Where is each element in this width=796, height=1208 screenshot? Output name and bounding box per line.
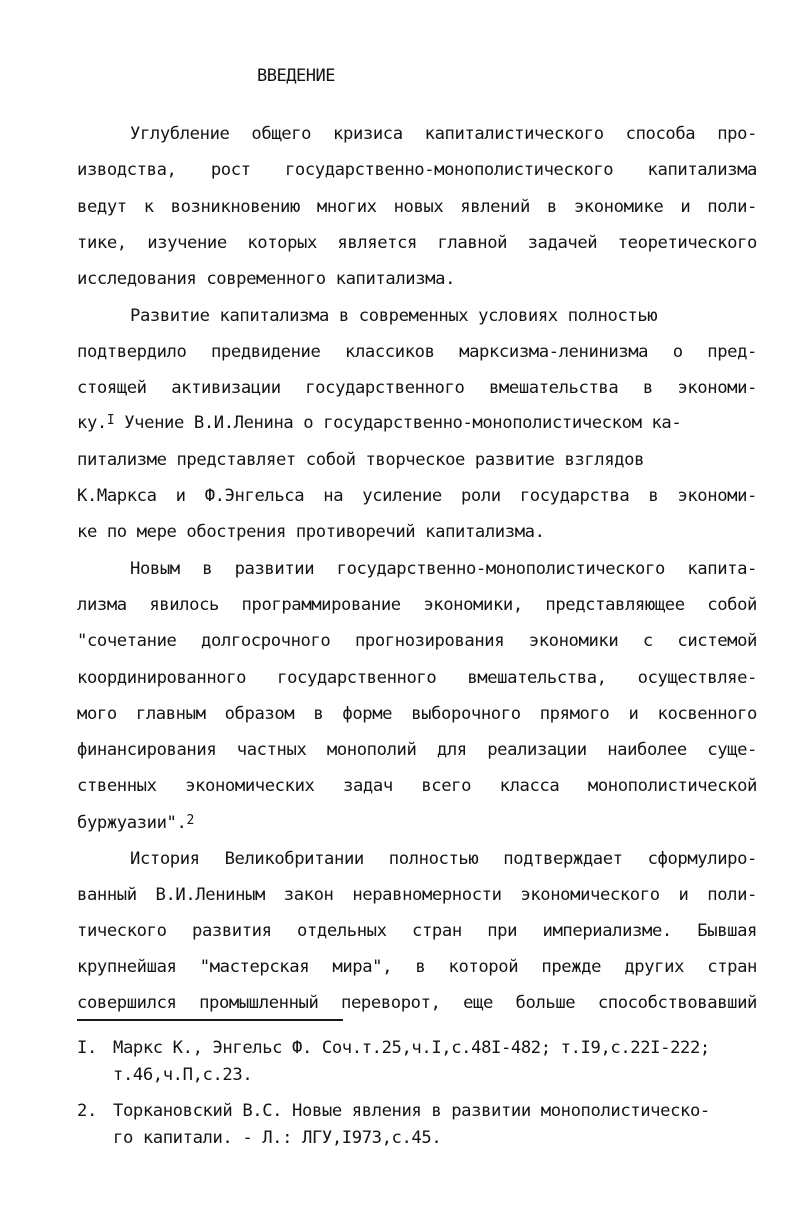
text-line: История Великобритании полностью подтверждает сформулиро- (130, 849, 757, 869)
text-line: ственных экономических задач всего класса монополистической (77, 776, 757, 796)
text-line: ведут к возникновению многих новых явлений в экономике и поли- (77, 197, 757, 217)
footnote-2-continuation: го капитали. - Л.: ЛГУ,I973,с.45. (113, 1128, 442, 1148)
footnote-2 (77, 1098, 767, 1124)
footnote-number: 2. (77, 1101, 97, 1121)
footnote-1 (77, 1035, 767, 1061)
text-line: ке по мере обострения противоречий капитализма. (77, 522, 545, 542)
text-line: тического развития отдельных стран при империализме. Бывшая (77, 921, 757, 941)
text-line (77, 410, 757, 436)
page-title: ВВЕДЕНИЕ (257, 66, 335, 86)
footnote-text: Маркс К., Энгельс Ф. Соч.т.25,ч.I,с.48I-482; т.I9,с.22I-222; (113, 1038, 710, 1058)
footnote-marker: I (106, 413, 115, 428)
text-line: "сочетание долгосрочного прогнозирования экономики с системой (77, 631, 757, 651)
text-line: Новым в развитии государственно-монополистического капита- (130, 559, 757, 579)
text-fragment: Учение В.И.Ленина о государственно-монополистическом ка- (124, 413, 682, 433)
footnote-separator (77, 1019, 343, 1021)
text-line: Развитие капитализма в современных условиях полностью (130, 306, 658, 326)
text-fragment: буржуазии". (77, 813, 187, 833)
footnote-number: I. (77, 1038, 97, 1058)
text-line (77, 810, 757, 836)
text-line: лизма явилось программирование экономики, представляющее собой (77, 595, 757, 615)
text-fragment: ку. (77, 413, 107, 433)
text-line: тике, изучение которых является главной задачей теоретического (77, 233, 757, 253)
text-line: подтвердило предвидение классиков марксизма-ленинизма о пред- (77, 342, 757, 362)
footnote-1-continuation: т.46,ч.П,с.23. (113, 1065, 253, 1085)
footnote-marker: 2 (186, 813, 194, 828)
text-line: исследования современного капитализма. (77, 269, 456, 289)
footnote-text: Торкановский В.С. Новые явления в развитии монополистическо- (113, 1101, 710, 1121)
text-line: финансирования частных монополий для реализации наиболее суще- (77, 740, 757, 760)
text-line: мого главным образом в форме выборочного прямого и косвенного (77, 704, 757, 724)
text-line: крупнейшая "мастерская мира", в которой прежде других стран (77, 957, 757, 977)
text-line: Углубление общего кризиса капиталистического способа про- (130, 124, 757, 144)
text-line: изводства, рост государственно-монополистического капитализма (77, 160, 757, 180)
text-line: стоящей активизации государственного вмешательства в экономи- (77, 378, 757, 398)
text-line: ванный В.И.Лениным закон неравномерности экономического и поли- (77, 885, 757, 905)
text-line: К.Маркса и Ф.Энгельса на усиление роли государства в экономи- (77, 486, 757, 506)
text-line: координированного государственного вмешательства, осуществляе- (77, 668, 757, 688)
text-line: совершился промышленный переворот, еще больше способствовавший (77, 993, 757, 1013)
text-line: питализме представляет собой творческое развитие взглядов (77, 450, 645, 470)
